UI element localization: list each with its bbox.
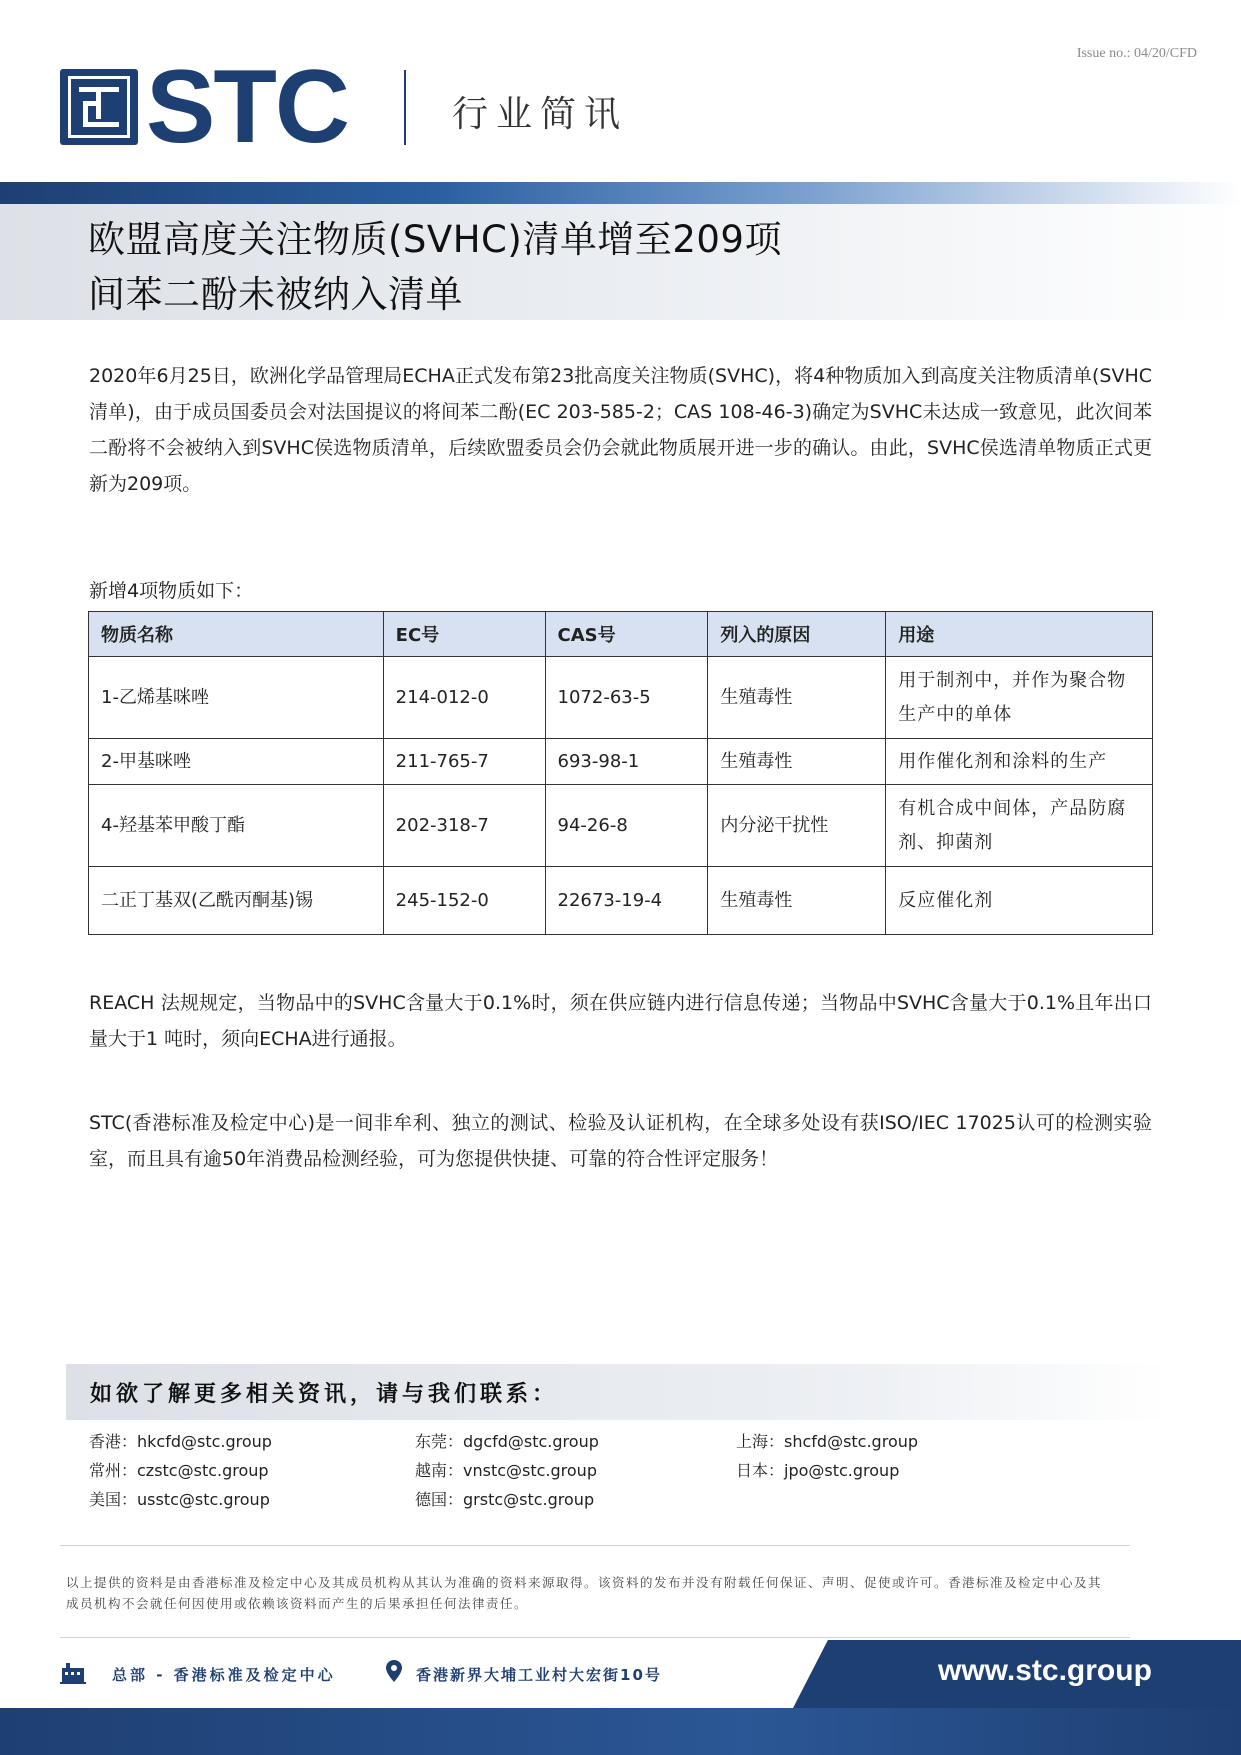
cas-number: 94-26-8: [545, 785, 708, 867]
intro-paragraph: 2020年6月25日，欧洲化学品管理局ECHA正式发布第23批高度关注物质(SVHC)，将4种物质加入到高度关注物质清单(SVHC清单)，由于成员国委员会对法国提议的将间苯二酚(EC 203-585-2；CAS 108-46-3)确定为SVHC未达成一致意见，此次间苯二酚将不会被纳入到SVHC侯选物质清单，后续欧盟委员会仍会就此物质展开进一步的确认。由此，SVHC侯选清单物质正式更新为209项。: [89, 365, 1152, 495]
cas-number: 693-98-1: [545, 739, 708, 785]
header-use: 用途: [886, 612, 1153, 657]
inclusion-reason: 内分泌干扰性: [708, 785, 886, 867]
ec-number: 245-152-0: [383, 867, 545, 935]
contact-heading: 如欲了解更多相关资讯，请与我们联系：: [90, 1382, 559, 1407]
substance-use: 反应催化剂: [886, 867, 1153, 935]
table-row: [89, 785, 1153, 867]
table-header-row: [89, 612, 1153, 657]
inclusion-reason: 生殖毒性: [708, 739, 886, 785]
ec-number: 214-012-0: [383, 657, 545, 739]
contact-shanghai: 上海：shcfd@stc.group: [736, 1432, 919, 1451]
reach-paragraph: REACH 法规规定，当物品中的SVHC含量大于0.1%时，须在供应链内进行信息传递；当物品中SVHC含量大于0.1%且年出口量大于1 吨时，须向ECHA进行通报。: [89, 992, 1152, 1050]
inclusion-reason: 生殖毒性: [708, 657, 886, 739]
table-row: [89, 867, 1153, 935]
contact-germany: 德国：grstc@stc.group: [415, 1490, 595, 1509]
website-link[interactable]: www.stc.group: [938, 1654, 1152, 1687]
cas-number: 22673-19-4: [545, 867, 708, 935]
title-stripe: [0, 182, 1241, 204]
table-row: [89, 739, 1153, 785]
header-substance-name: 物质名称: [89, 612, 384, 657]
contact-changzhou: 常州：czstc@stc.group: [89, 1461, 269, 1480]
table-caption: 新增4项物质如下：: [89, 580, 254, 602]
substance-name: 二正丁基双(乙酰丙酮基)锡: [89, 867, 384, 935]
table-row: [89, 657, 1153, 739]
contact-japan: 日本：jpo@stc.group: [736, 1461, 900, 1480]
newsletter-label: 行业简讯: [452, 94, 629, 135]
inclusion-reason: 生殖毒性: [708, 867, 886, 935]
substance-use: 用于制剂中，并作为聚合物生产中的单体: [886, 657, 1153, 739]
address-text: 香港新界大埔工业村大宏街10号: [416, 1666, 662, 1684]
cas-number: 1072-63-5: [545, 657, 708, 739]
logo-wordmark: STC: [146, 49, 348, 165]
contact-dongguan: 东莞：dgcfd@stc.group: [415, 1432, 599, 1451]
location-pin-icon: [386, 1660, 402, 1682]
ec-number: 202-318-7: [383, 785, 545, 867]
building-icon: [60, 1662, 86, 1684]
header-reason: 列入的原因: [708, 612, 886, 657]
header-ec-number: EC号: [383, 612, 545, 657]
header-cas-number: CAS号: [545, 612, 708, 657]
svhc-substance-table: [88, 611, 1153, 935]
page-title-line-1: 欧盟高度关注物质(SVHC)清单增至209项: [88, 218, 782, 261]
contact-usa: 美国：usstc@stc.group: [89, 1490, 270, 1509]
headquarters-label: 总部 - 香港标准及检定中心: [112, 1666, 336, 1684]
contact-vietnam: 越南：vnstc@stc.group: [415, 1461, 597, 1480]
stc-intro-paragraph: STC(香港标准及检定中心)是一间非牟利、独立的测试、检验及认证机构，在全球多处设有获ISO/IEC 17025认可的检测实验室，而且具有逾50年消费品检测经验，可为您提供快捷、可靠的符合性评定服务！: [89, 1112, 1152, 1170]
divider: [60, 1545, 1130, 1546]
substance-name: 4-羟基苯甲酸丁酯: [89, 785, 384, 867]
stc-logo-icon: [60, 69, 138, 145]
ec-number: 211-765-7: [383, 739, 545, 785]
disclaimer-text: 以上提供的资料是由香港标准及检定中心及其成员机构从其认为准确的资料来源取得。该资料的发布并没有附载任何保证、声明、促使或许可。香港标准及检定中心及其成员机构不会就任何因使用或依赖该资料而产生的后果承担任何法律责任。: [66, 1575, 1103, 1611]
substance-use: 有机合成中间体，产品防腐剂、抑菌剂: [886, 785, 1153, 867]
page-title-line-2: 间苯二酚未被纳入清单: [88, 273, 463, 316]
substance-name: 1-乙烯基咪唑: [89, 657, 384, 739]
substance-name: 2-甲基咪唑: [89, 739, 384, 785]
bottom-bar: [0, 1708, 1241, 1755]
contact-hongkong: 香港：hkcfd@stc.group: [89, 1432, 272, 1451]
issue-number: Issue no.: 04/20/CFD: [1076, 46, 1197, 61]
divider: [60, 1637, 1130, 1638]
substance-use: 用作催化剂和涂料的生产: [886, 739, 1153, 785]
header-divider: [404, 70, 406, 145]
